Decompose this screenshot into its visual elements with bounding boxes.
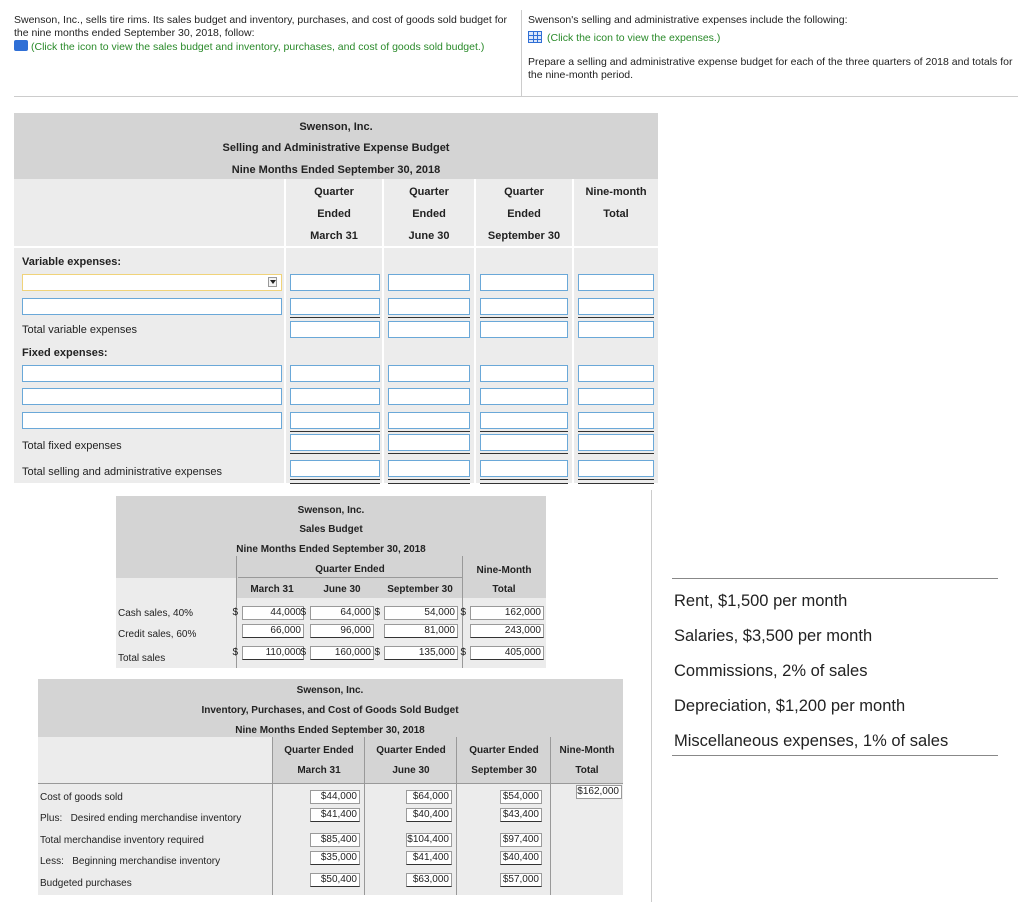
inv-col-header: Quarter Ended: [469, 745, 539, 756]
sales-value: 66,000: [242, 624, 304, 638]
fixed-expense-name-input[interactable]: [22, 412, 282, 429]
inv-value: $162,000: [576, 785, 622, 799]
header-divider: [521, 10, 522, 96]
amount-input[interactable]: [388, 298, 470, 315]
inv-value: $104,400: [406, 833, 452, 847]
inv-row-label: Budgeted purchases: [40, 878, 132, 889]
table-icon[interactable]: [528, 31, 542, 43]
inv-period: Nine Months Ended September 30, 2018: [235, 725, 425, 736]
variable-expense-name-input[interactable]: [22, 298, 282, 315]
dropdown-arrow-icon[interactable]: [268, 277, 277, 287]
underline: [578, 453, 654, 454]
sales-value: 81,000: [384, 624, 458, 638]
sb-nine-month: Nine-Month: [476, 565, 532, 576]
sales-value: 96,000: [310, 624, 374, 638]
sa-period: Nine Months Ended September 30, 2018: [231, 164, 441, 176]
double-underline: [388, 479, 470, 484]
inv-value: $43,400: [500, 808, 542, 822]
inv-row-label: Cost of goods sold: [40, 792, 123, 803]
amount-input[interactable]: [578, 365, 654, 382]
fixed-expense-name-input[interactable]: [22, 365, 282, 382]
inv-value: $57,000: [500, 873, 542, 887]
amount-input[interactable]: [480, 274, 568, 291]
sb-col-total: Total: [492, 584, 516, 595]
underline: [578, 431, 654, 432]
sales-value: 162,000: [470, 606, 544, 620]
sales-value: 64,000: [310, 606, 374, 620]
amount-input[interactable]: [480, 412, 568, 429]
inv-value: $41,400: [406, 851, 452, 865]
sb-col-q1: March 31: [250, 584, 294, 595]
dollar-sign: $: [232, 607, 238, 618]
grid-line: [382, 179, 384, 483]
total-fixed-label: Total fixed expenses: [22, 440, 122, 452]
underline: [290, 431, 380, 432]
double-underline: [290, 479, 380, 484]
amount-input[interactable]: [290, 321, 380, 338]
amount-input[interactable]: [578, 321, 654, 338]
dollar-sign: $: [232, 647, 238, 658]
inventory-budget-table: [38, 679, 623, 895]
sales-value: 54,000: [384, 606, 458, 620]
inv-col-header: Quarter Ended: [284, 745, 354, 756]
amount-input[interactable]: [290, 412, 380, 429]
inv-value: $85,400: [310, 833, 360, 847]
view-expenses-link[interactable]: [528, 31, 1018, 45]
sales-value: 243,000: [470, 624, 544, 638]
expense-salaries: Salaries, $3,500 per month: [674, 627, 873, 645]
amount-input[interactable]: [480, 365, 568, 382]
grid-line: [572, 179, 574, 483]
sb-col-q3: September 30: [387, 584, 453, 595]
amount-input[interactable]: [388, 388, 470, 405]
sales-value: 135,000: [384, 646, 458, 660]
inv-col-header: June 30: [392, 765, 430, 776]
amount-input[interactable]: [290, 365, 380, 382]
inv-value: $44,000: [310, 790, 360, 804]
amount-input[interactable]: [480, 321, 568, 338]
inv-value: $50,400: [310, 873, 360, 887]
underline: [388, 431, 470, 432]
sb-period: Nine Months Ended September 30, 2018: [236, 544, 426, 555]
amount-input[interactable]: [290, 434, 380, 451]
double-underline: [480, 479, 568, 484]
underline: [480, 317, 568, 318]
amount-input[interactable]: [290, 298, 380, 315]
fixed-expense-name-input[interactable]: [22, 388, 282, 405]
expense-list: [672, 578, 998, 756]
dollar-sign: $: [374, 607, 380, 618]
dollar-sign: $: [300, 647, 306, 658]
inv-col-header: Quarter Ended: [376, 745, 446, 756]
sales-value: 110,000: [242, 646, 304, 660]
book-icon[interactable]: [14, 40, 28, 51]
sa-title: Selling and Administrative Expense Budget: [222, 142, 450, 154]
dollar-sign: $: [460, 647, 466, 658]
total-sa-label: Total selling and administrative expenses: [22, 466, 222, 478]
amount-input[interactable]: [578, 298, 654, 315]
view-budget-link[interactable]: [14, 40, 514, 54]
variable-expenses-label: Variable expenses:: [22, 256, 122, 268]
inv-company: Swenson, Inc.: [296, 685, 364, 696]
expense-miscellaneous: Miscellaneous expenses, 1% of sales: [674, 732, 949, 750]
amount-input[interactable]: [578, 460, 654, 477]
sa-col-total: Nine-month Total: [585, 186, 647, 220]
amount-input[interactable]: [578, 412, 654, 429]
sa-col-q3: Quarter Ended September 30: [487, 186, 561, 242]
sb-company: Swenson, Inc.: [297, 505, 365, 516]
grid-line: [474, 179, 476, 483]
underline: [290, 453, 380, 454]
inv-col-header: September 30: [471, 765, 537, 776]
sales-budget-table: [116, 496, 546, 668]
amount-input[interactable]: [388, 365, 470, 382]
amount-input[interactable]: [388, 412, 470, 429]
double-underline: [578, 479, 654, 484]
inv-value: $41,400: [310, 808, 360, 822]
sales-value: 160,000: [310, 646, 374, 660]
inv-value: $40,400: [500, 851, 542, 865]
inv-row-label: Less: Beginning merchandise inventory: [40, 856, 221, 867]
amount-input[interactable]: [578, 434, 654, 451]
inv-value: $63,000: [406, 873, 452, 887]
sa-company: Swenson, Inc.: [299, 121, 373, 133]
amount-input[interactable]: [480, 298, 568, 315]
amount-input[interactable]: [578, 274, 654, 291]
sa-col-q2: Quarter Ended June 30: [408, 186, 450, 242]
sa-budget-table: [14, 113, 658, 483]
inv-col-header: Total: [575, 765, 599, 776]
expense-rent: Rent, $1,500 per month: [674, 592, 848, 610]
list-divider: [672, 578, 998, 579]
dollar-sign: $: [460, 607, 466, 618]
underline: [480, 431, 568, 432]
header-separator: [14, 96, 1018, 97]
amount-input[interactable]: [480, 434, 568, 451]
amount-input[interactable]: [388, 321, 470, 338]
view-expenses-link-text[interactable]: (Click the icon to view the expenses.): [547, 32, 721, 44]
inv-value: $97,400: [500, 833, 542, 847]
instruction-text: Prepare a selling and administrative expense budget for each of the three quarters of 2018 and totals for the nine-month period.: [528, 56, 1013, 81]
sa-col-q1: Quarter Ended March 31: [310, 186, 358, 242]
variable-expense-select[interactable]: [22, 274, 282, 291]
amount-input[interactable]: [388, 434, 470, 451]
expense-intro: [528, 14, 1018, 82]
inv-row-label: Plus: Desired ending merchandise inventory: [40, 813, 242, 824]
expense-depreciation: Depreciation, $1,200 per month: [674, 697, 906, 715]
problem-statement: [14, 14, 514, 54]
sb-title: Sales Budget: [299, 524, 363, 535]
sb-row-label: Cash sales, 40%: [118, 608, 194, 619]
view-budget-link-text[interactable]: (Click the icon to view the sales budget and inventory, purchases, and cost of goods sold budget.): [31, 41, 485, 53]
inv-value: $35,000: [310, 851, 360, 865]
dollar-sign: $: [300, 607, 306, 618]
underline: [290, 317, 380, 318]
underline: [578, 317, 654, 318]
grid-line: [14, 246, 658, 248]
amount-input[interactable]: [578, 388, 654, 405]
sb-quarter-ended: Quarter Ended: [238, 564, 462, 578]
amount-input[interactable]: [388, 274, 470, 291]
inv-col-header: March 31: [297, 765, 341, 776]
underline: [388, 317, 470, 318]
inv-title: Inventory, Purchases, and Cost of Goods Sold Budget: [201, 705, 459, 716]
grid-line: [284, 179, 286, 483]
inv-row-label: Total merchandise inventory required: [40, 835, 204, 846]
amount-input[interactable]: [290, 460, 380, 477]
inv-col-header: Nine-Month: [559, 745, 615, 756]
inv-value: $40,400: [406, 808, 452, 822]
sales-value: 44,000: [242, 606, 304, 620]
list-divider: [672, 755, 998, 756]
amount-input[interactable]: [290, 274, 380, 291]
sb-row-label: Total sales: [118, 653, 166, 664]
amount-input[interactable]: [388, 460, 470, 477]
expense-commissions: Commissions, 2% of sales: [674, 662, 868, 680]
sb-row-label: Credit sales, 60%: [118, 629, 197, 640]
expense-intro-text: Swenson's selling and administrative expenses include the following:: [528, 14, 848, 26]
amount-input[interactable]: [290, 388, 380, 405]
sales-value: 405,000: [470, 646, 544, 660]
dollar-sign: $: [374, 647, 380, 658]
underline: [388, 453, 470, 454]
inv-value: $54,000: [500, 790, 542, 804]
underline: [480, 453, 568, 454]
sb-col-q2: June 30: [323, 584, 361, 595]
total-variable-label: Total variable expenses: [22, 324, 137, 336]
amount-input[interactable]: [480, 460, 568, 477]
problem-text: Swenson, Inc., sells tire rims. Its sales budget and inventory, purchases, and cost of goods sold budget for the nine months ended September 30, 2018, follow:: [14, 14, 507, 39]
fixed-expenses-label: Fixed expenses:: [22, 347, 108, 359]
inv-value: $64,000: [406, 790, 452, 804]
amount-input[interactable]: [480, 388, 568, 405]
